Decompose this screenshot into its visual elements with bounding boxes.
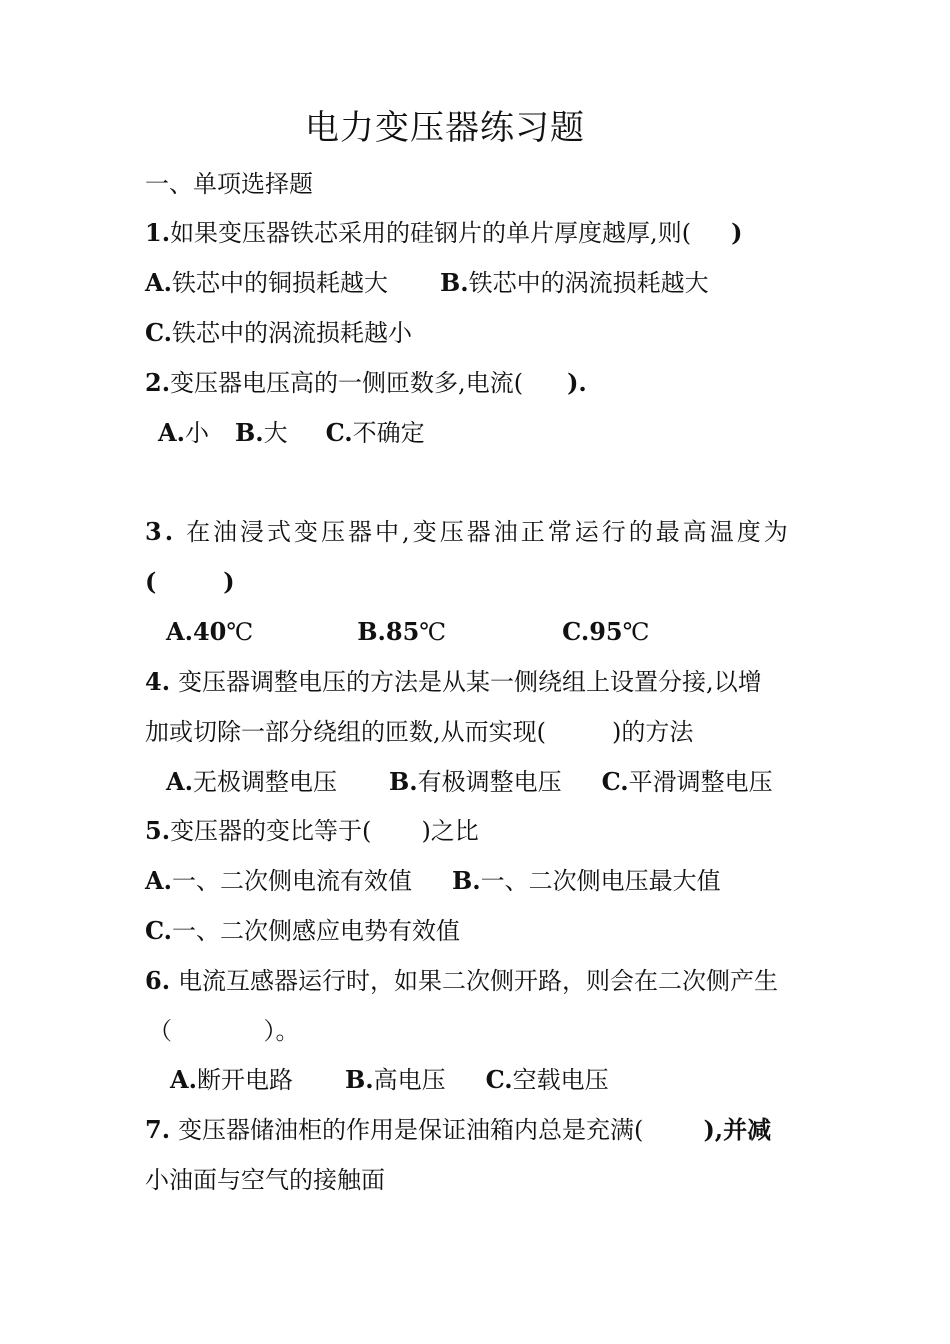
option-label: B. [388,767,418,796]
option-label: B. [344,1065,374,1094]
option-label: B. [234,418,264,447]
option-text: 铁芯中的涡流损耗越大 [468,269,709,297]
question-close: ). [567,368,587,397]
question-text: 如果变压器铁芯采用的硅钢片的单片厚度越厚,则( [170,219,692,247]
option-text: 无极调整电压 [192,768,337,796]
question-7 [145,1114,771,1146]
question-number: 6. [145,966,171,995]
option-text: 铁芯中的铜损耗越大 [171,269,388,297]
question-text: 电流互感器运行时，如果二次侧开路，则会在二次侧产生 [178,967,779,995]
option-label: A. [145,866,172,895]
question-text: 变压器的变比等于( [170,817,372,845]
question-text: )的方法 [612,718,694,746]
question-number: 4. [145,667,171,696]
question-1-options [145,267,709,299]
option-text: 空载电压 [512,1066,609,1094]
option-text: 有极调整电压 [417,768,562,796]
question-text: 变压器调整电压的方法是从某一侧绕组上设置分接,以增 [178,668,762,696]
question-3-blank: ( ) [145,567,235,596]
question-5 [145,815,479,847]
option-value: 40 [192,617,227,646]
option-label: B. [439,268,469,297]
question-number: 5. [145,816,171,845]
option-label: C. [485,1065,513,1094]
question-4-options [166,766,773,798]
question-6-blank: （ ）。 [148,1017,300,1045]
option-text: 小 [184,419,209,447]
option-label: B. [357,617,386,646]
option-label: C. [601,767,629,796]
question-2-options [158,417,425,449]
question-2 [145,367,587,399]
section-heading: 一、单项选择题 [145,170,313,198]
question-number: 3. [145,517,177,546]
question-6 [145,965,778,997]
question-text: )之比 [421,817,479,845]
option-text: 一、二次侧电流有效值 [171,867,412,895]
question-number: 7. [145,1115,171,1144]
question-7-line-2: 小油面与空气的接触面 [145,1166,385,1194]
document-title: 电力变压器练习题 [305,108,585,148]
option-label: C. [145,916,173,945]
question-text: ),并减 [703,1115,772,1144]
option-unit: ℃ [622,618,650,646]
option-text: 铁芯中的涡流损耗越小 [172,319,413,347]
option-text: 高电压 [373,1066,446,1094]
question-4 [145,666,762,698]
question-close: ) [731,218,743,247]
option-value: 95 [589,617,623,646]
option-label: C. [145,318,173,347]
question-3 [145,516,791,548]
option-label: A. [145,268,172,297]
option-label: A. [158,418,185,447]
option-text: 一、二次侧电压最大值 [480,867,721,895]
option-text: 一、二次侧感应电势有效值 [172,917,461,945]
option-value: 85 [385,617,420,646]
question-text: 变压器电压高的一侧匝数多,电流( [170,369,524,397]
option-label: C. [562,617,590,646]
question-number: 2. [145,368,171,397]
question-6-options [170,1064,609,1096]
question-1 [145,217,742,249]
option-unit: ℃ [419,618,447,646]
option-label: B. [451,866,481,895]
option-text: 平滑调整电压 [628,768,773,796]
question-4-line-2 [145,716,693,748]
question-1-option-c [145,317,412,349]
question-text: 变压器储油柜的作用是保证油箱内总是充满( [178,1116,644,1144]
question-5-option-c [145,915,460,947]
option-label: A. [166,767,193,796]
option-text: 大 [263,419,288,447]
option-text: 不确定 [352,419,425,447]
question-5-options [145,865,721,897]
option-text: 断开电路 [196,1066,293,1094]
question-number: 1. [145,218,171,247]
question-text: 在油浸式变压器中,变压器油正常运行的最高温度为 [186,518,791,546]
question-3-options [166,616,649,648]
question-text: 加或切除一部分绕组的匝数,从而实现( [145,718,546,746]
option-label: A. [170,1065,197,1094]
option-unit: ℃ [226,618,254,646]
option-label: C. [325,418,353,447]
option-label: A. [166,617,193,646]
